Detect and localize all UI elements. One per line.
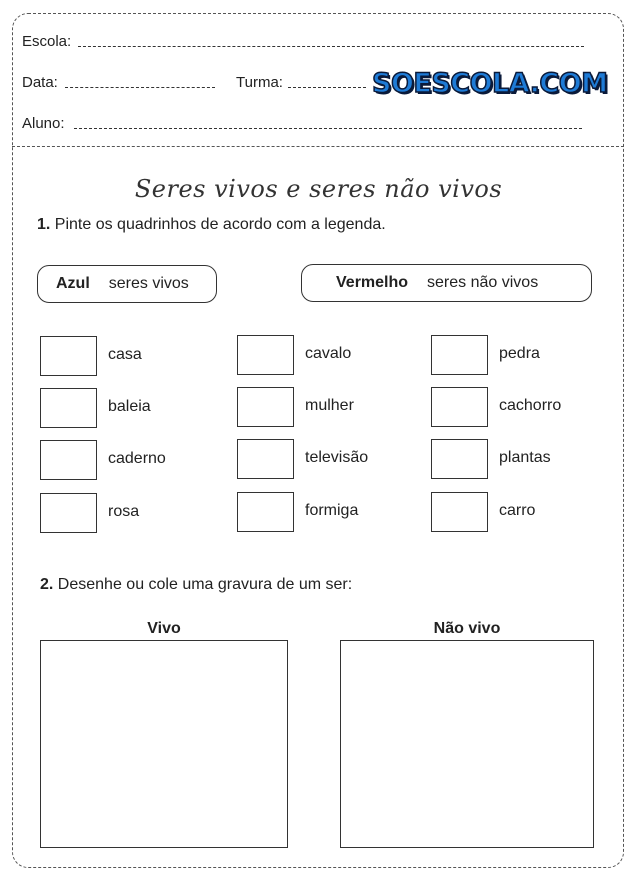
draw-box-living[interactable] bbox=[40, 640, 288, 848]
item-label: cavalo bbox=[305, 345, 352, 362]
item-label: casa bbox=[108, 346, 142, 363]
color-box[interactable] bbox=[431, 335, 488, 375]
draw-box-nonliving[interactable] bbox=[340, 640, 594, 848]
class-field bbox=[236, 74, 283, 91]
legend-red bbox=[301, 264, 592, 302]
question-2-text: Desenhe ou cole uma gravura de um ser: bbox=[57, 576, 353, 593]
question-2-number: 2. bbox=[40, 576, 54, 593]
item-label: formiga bbox=[305, 502, 359, 519]
item-label: cachorro bbox=[499, 397, 562, 414]
color-box[interactable] bbox=[431, 492, 488, 532]
draw-box-nonliving-label: Não vivo bbox=[433, 620, 501, 637]
legend-blue-desc: seres vivos bbox=[108, 275, 189, 292]
color-box[interactable] bbox=[431, 387, 488, 427]
header-divider bbox=[12, 146, 624, 147]
question-1 bbox=[37, 216, 386, 234]
page-title: Seres vivos e seres não vivos bbox=[134, 175, 503, 203]
item-label: pedra bbox=[499, 345, 540, 362]
legend-blue bbox=[37, 265, 217, 303]
question-2 bbox=[40, 576, 352, 594]
color-box[interactable] bbox=[431, 439, 488, 479]
student-line[interactable] bbox=[74, 128, 582, 129]
color-box[interactable] bbox=[237, 335, 294, 375]
color-box[interactable] bbox=[40, 493, 97, 533]
item-label: carro bbox=[499, 502, 536, 519]
question-1-text: Pinte os quadrinhos de acordo com a legenda. bbox=[54, 216, 386, 233]
item-label: caderno bbox=[108, 450, 166, 467]
item-label: baleia bbox=[108, 398, 151, 415]
date-line[interactable] bbox=[65, 87, 215, 88]
class-label: Turma: bbox=[236, 74, 283, 91]
legend-red-name: Vermelho bbox=[336, 274, 409, 291]
color-box[interactable] bbox=[237, 492, 294, 532]
class-line[interactable] bbox=[288, 87, 366, 88]
color-box[interactable] bbox=[237, 387, 294, 427]
draw-box-living-label: Vivo bbox=[147, 620, 181, 637]
school-line[interactable] bbox=[78, 46, 584, 47]
legend-red-desc: seres não vivos bbox=[427, 274, 539, 291]
item-label: televisão bbox=[305, 449, 369, 466]
color-box[interactable] bbox=[40, 336, 97, 376]
school-label: Escola: bbox=[22, 33, 72, 50]
student-field bbox=[22, 115, 65, 132]
color-box[interactable] bbox=[40, 388, 97, 428]
item-label: mulher bbox=[305, 397, 354, 414]
item-label: rosa bbox=[108, 503, 140, 520]
legend-blue-name: Azul bbox=[56, 275, 90, 292]
date-label: Data: bbox=[22, 74, 58, 91]
date-field bbox=[22, 74, 58, 91]
question-1-number: 1. bbox=[37, 216, 51, 233]
site-logo: SOESCOLA.COM bbox=[372, 68, 608, 99]
color-box[interactable] bbox=[237, 439, 294, 479]
color-box[interactable] bbox=[40, 440, 97, 480]
item-label: plantas bbox=[499, 449, 551, 466]
student-label: Aluno: bbox=[22, 115, 65, 132]
school-field bbox=[22, 33, 71, 50]
